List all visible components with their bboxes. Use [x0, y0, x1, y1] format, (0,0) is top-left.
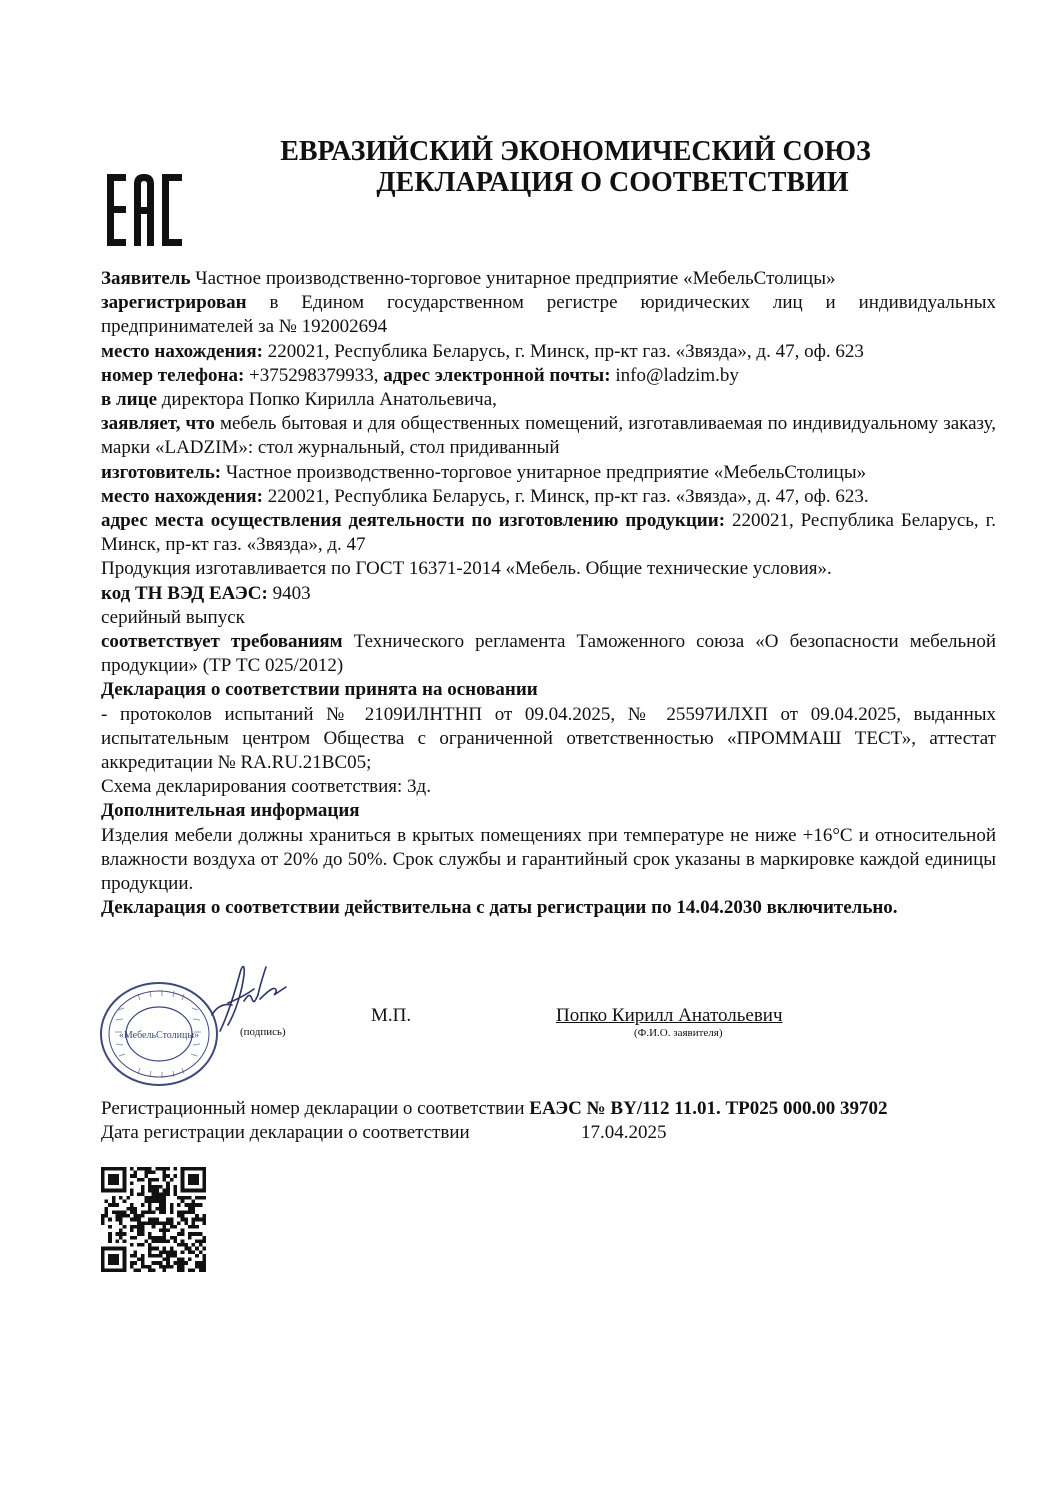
tn-ved-label: код ТН ВЭД ЕАЭС:	[101, 582, 268, 604]
person-value: директора Попко Кирилла Анатольевича,	[161, 389, 497, 411]
handwritten-signature-icon	[198, 955, 298, 1035]
conforms-line	[101, 630, 996, 678]
email-label: адрес электронной почты:	[383, 364, 611, 386]
phone-label: номер телефона:	[101, 364, 245, 386]
basis-heading: Декларация о соответствии принята на основании	[101, 679, 538, 701]
email-value: info@ladzim.by	[615, 364, 739, 386]
title-union: ЕВРАЗИЙСКИЙ ЭКОНОМИЧЕСКИЙ СОЮЗ	[280, 136, 871, 167]
additional-text: Изделия мебели должны храниться в крытых помещениях при температуре не ниже +16°С и относительной влажности воздуха от 20% до 50%. Срок службы и гарантийный срок указаны в маркировке каждой единицы продукции.	[101, 824, 996, 895]
applicant-value: Частное производственно-торговое унитарное предприятие «МебельСтолицы»	[195, 268, 836, 289]
seal-center-text: «МебельСтолицы»	[118, 1030, 200, 1041]
tn-ved-value: 9403	[272, 582, 311, 604]
qr-code-icon[interactable]	[101, 1167, 206, 1272]
contacts-line	[101, 364, 996, 388]
signature-note: (подпись)	[240, 1026, 286, 1038]
manufacturer-location-value: 220021, Республика Беларусь, г. Минск, пр-кт газ. «Звязда», д. 47, оф. 623.	[267, 485, 869, 507]
phone-value: +375298379933,	[249, 364, 379, 386]
production-address-label: адрес места осуществления деятельности по изготовлению продукции:	[101, 510, 726, 532]
person-label: в лице	[101, 389, 157, 411]
registration-date-line	[101, 1121, 701, 1145]
signer-note: (Ф.И.О. заявителя)	[634, 1027, 723, 1039]
validity-line	[101, 896, 996, 920]
manufacturer-location-line	[101, 485, 996, 509]
validity-text: Декларация о соответствии действительна с даты регистрации по 14.04.2030 включительно.	[101, 897, 898, 919]
registered-value: в Едином государственном регистре юридических лиц и индивидуальных предпринимателей за № 192002694	[101, 292, 997, 338]
manufacturer-label: изготовитель:	[101, 461, 222, 483]
tn-ved-line	[101, 582, 996, 606]
manufacturer-location-label: место нахождения:	[101, 485, 263, 507]
production-address-value: 220021, Республика Беларусь, г. Минск, пр-кт газ. «Звязда», д. 47	[101, 510, 996, 556]
applicant-label: Заявитель	[101, 268, 191, 289]
registration-number-label: Регистрационный номер декларации о соответствии	[101, 1098, 525, 1119]
person-line	[101, 388, 996, 412]
conforms-value: Технического регламента Таможенного союза «О безопасности мебельной продукции» (ТР ТС 025/2012)	[101, 631, 996, 677]
registration-date-label: Дата регистрации декларации о соответствии	[101, 1122, 470, 1143]
manufacturer-line	[101, 461, 996, 485]
production-address-line	[101, 509, 996, 557]
serial-line: серийный выпуск	[101, 606, 245, 628]
title-declaration: ДЕКЛАРАЦИЯ О СООТВЕТСТВИИ	[376, 167, 849, 198]
location-line	[101, 340, 996, 364]
signer-name: Попко Кирилл Анатольевич	[556, 1005, 783, 1026]
location-label: место нахождения:	[101, 340, 263, 362]
registered-line	[101, 291, 996, 339]
declares-label: заявляет, что	[101, 413, 215, 435]
declaration-body	[101, 267, 996, 920]
registration-date: 17.04.2025	[581, 1122, 667, 1143]
gost-line: Продукция изготавливается по ГОСТ 16371-2014 «Мебель. Общие технические условия».	[101, 558, 832, 580]
manufacturer-value: Частное производственно-торговое унитарное предприятие «МебельСтолицы»	[225, 461, 867, 483]
stamp-label: М.П.	[371, 1005, 412, 1026]
conforms-label: соответствует требованиям	[101, 631, 343, 653]
registration-number: ЕАЭС № BY/112 11.01. ТР025 000.00 39702	[529, 1098, 888, 1119]
document-title	[0, 136, 1059, 198]
basis-text: - протоколов испытаний № 2109ИЛНТНП от 09.04.2025, № 25597ИЛХП от 09.04.2025, выданных испытательным центром Общества с ограниченной ответственностью «ПРОММАШ ТЕСТ», аттестат аккредитации № RA.RU.21ВС05;	[101, 703, 996, 774]
location-value: 220021, Республика Беларусь, г. Минск, пр-кт газ. «Звязда», д. 47, оф. 623	[267, 340, 864, 362]
scheme-line: Схема декларирования соответствия: 3д.	[101, 776, 431, 798]
declares-line	[101, 412, 996, 460]
additional-heading: Дополнительная информация	[101, 800, 360, 822]
applicant-line	[101, 267, 996, 291]
registration-number-line	[101, 1097, 888, 1121]
declares-value: мебель бытовая и для общественных помещений, изготавливаемая по индивидуальному заказу, марки «LADZIM»: стол журнальный, стол придиванный	[101, 413, 997, 459]
registered-label: зарегистрирован	[101, 292, 247, 314]
